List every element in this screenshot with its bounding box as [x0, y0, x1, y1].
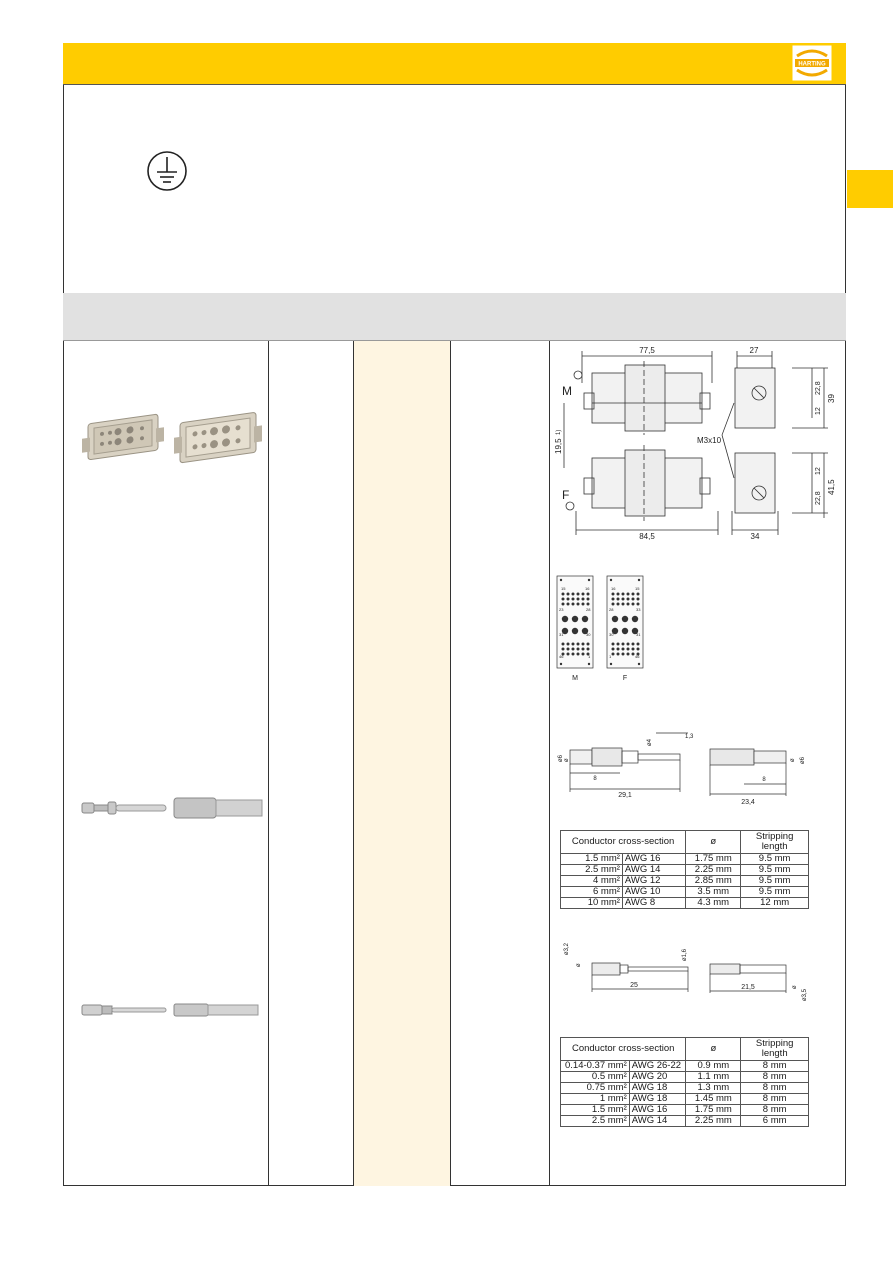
- cell-diameter: 2.25 mm: [686, 1116, 741, 1127]
- table-row: [561, 1061, 809, 1072]
- cell-stripping: 6 mm: [741, 1116, 809, 1127]
- contact-dot: [632, 598, 635, 601]
- column-spacer-a: [268, 341, 354, 1186]
- cell-diameter: 2.85 mm: [686, 876, 741, 887]
- cell-stripping: 9.5 mm: [741, 876, 809, 887]
- c2-length: 23,4: [741, 799, 755, 806]
- header-bar: [63, 43, 846, 85]
- face-m-corner-br: 1: [588, 654, 591, 659]
- c3-diameter: ø: [576, 963, 582, 967]
- cell-awg: AWG 14: [629, 1116, 686, 1127]
- contact-dot: [632, 603, 635, 606]
- contact-dot: [562, 643, 565, 646]
- contact-dot: [627, 598, 630, 601]
- contact-dot: [587, 593, 590, 596]
- protective-earth-icon: [146, 150, 188, 192]
- cell-cross-section: 0.75 mm²: [561, 1083, 630, 1094]
- contact-dot: [572, 593, 575, 596]
- cell-awg: AWG 8: [622, 898, 685, 909]
- cell-stripping: 8 mm: [741, 1083, 809, 1094]
- contact-dot: [627, 593, 630, 596]
- contact-dot: [612, 643, 615, 646]
- contact-dot: [577, 593, 580, 596]
- contact-dot: [582, 616, 588, 622]
- contact-dot: [572, 628, 578, 634]
- contact-dot: [567, 643, 570, 646]
- contact-dot: [612, 653, 615, 656]
- cell-stripping: 9.5 mm: [741, 887, 809, 898]
- c4-diameter: ø: [792, 985, 798, 989]
- c1-diameter: ø4: [647, 738, 653, 746]
- contact-dot: [622, 628, 628, 634]
- label-male: M: [562, 384, 572, 398]
- cell-diameter: 1.1 mm: [686, 1072, 741, 1083]
- contact-dot: [567, 598, 570, 601]
- contact-dot: [567, 653, 570, 656]
- contact-dot: [572, 648, 575, 651]
- header-conductor: Conductor cross-section: [561, 1038, 686, 1061]
- contact-dot: [562, 593, 565, 596]
- table-row: [561, 1105, 809, 1116]
- c1-pin-length: 1,3: [685, 734, 694, 740]
- c4-length: 21,5: [741, 984, 755, 991]
- cell-awg: AWG 16: [629, 1105, 686, 1116]
- c1-length: 29,1: [618, 792, 632, 799]
- face-f-row3-right: 31: [636, 632, 641, 637]
- cell-awg: AWG 16: [622, 854, 685, 865]
- face-m-corner-tl: 15: [561, 586, 566, 591]
- header-diameter: ø: [686, 831, 741, 854]
- contact-dot: [632, 648, 635, 651]
- contact-dot: [612, 616, 618, 622]
- header-diameter: ø: [686, 1038, 741, 1061]
- power-contacts-photo: [80, 795, 265, 819]
- dim-bottom-height-a: 12: [815, 467, 822, 475]
- cell-diameter: 1.75 mm: [686, 1105, 741, 1116]
- cell-awg: AWG 10: [622, 887, 685, 898]
- contact-dot: [587, 643, 590, 646]
- contact-dot: [637, 643, 640, 646]
- dim-top-height-total: 39: [827, 394, 836, 403]
- contact-dot: [572, 603, 575, 606]
- face-m-row3-right: 30: [586, 632, 591, 637]
- face-m-corner-bl: 46: [559, 654, 564, 659]
- dim-depth-top: 27: [749, 346, 759, 355]
- face-m-corner-tr: 16: [585, 586, 590, 591]
- contact-dot: [562, 598, 565, 601]
- cell-cross-section: 1 mm²: [561, 1094, 630, 1105]
- c1-strip-length: 8: [593, 776, 597, 782]
- contact-dot: [582, 598, 585, 601]
- cell-cross-section: 0.14-0.37 mm²: [561, 1061, 630, 1072]
- table-header-row: [561, 831, 809, 854]
- contact-dot: [617, 593, 620, 596]
- contact-dot: [572, 653, 575, 656]
- cell-diameter: 1.45 mm: [686, 1094, 741, 1105]
- table-row: [561, 1116, 809, 1127]
- c3-length: 25: [630, 982, 638, 989]
- section-side-tab: [847, 170, 893, 208]
- dim-top-height-b: 12: [815, 407, 822, 415]
- cell-diameter: 0.9 mm: [686, 1061, 741, 1072]
- dim-offset: 19,5: [554, 438, 563, 454]
- face-f-row3-left: 30: [609, 632, 614, 637]
- face-f-corner-br: 46: [635, 654, 640, 659]
- cell-stripping: 8 mm: [741, 1072, 809, 1083]
- face-f-row2-left: 28: [609, 607, 614, 612]
- contact-dot: [572, 598, 575, 601]
- signal-contacts-photo: [80, 1000, 265, 1020]
- cell-cross-section: 0.5 mm²: [561, 1072, 630, 1083]
- contact-dot: [612, 648, 615, 651]
- face-m-row3-left: 31: [559, 632, 564, 637]
- dim-width-bottom: 84,5: [639, 532, 655, 541]
- contact-dot: [617, 643, 620, 646]
- c4-outer-diameter: ø3,5: [802, 988, 808, 1001]
- cell-diameter: 1.75 mm: [686, 854, 741, 865]
- contact-dot: [617, 653, 620, 656]
- cell-awg: AWG 12: [622, 876, 685, 887]
- c3-outer-diameter: ø3,2: [564, 942, 570, 955]
- header-stripping: Stripping length: [741, 831, 809, 854]
- cell-cross-section: 6 mm²: [561, 887, 623, 898]
- contact-dot: [582, 603, 585, 606]
- logo-text: HARTING: [798, 61, 826, 68]
- c2-diameter-b: ø6: [800, 756, 806, 764]
- cell-stripping: 8 mm: [741, 1061, 809, 1072]
- contact-dot: [617, 598, 620, 601]
- contact-dot: [612, 593, 615, 596]
- contact-dot: [582, 643, 585, 646]
- table-row: [561, 887, 809, 898]
- contact-dot: [572, 616, 578, 622]
- cell-awg: AWG 14: [622, 865, 685, 876]
- face-f-corner-tr: 15: [635, 586, 640, 591]
- signal-contact-drawing: [558, 935, 808, 1007]
- cell-stripping: 8 mm: [741, 1094, 809, 1105]
- c2-strip-length: 8: [762, 777, 766, 783]
- contact-dot: [622, 598, 625, 601]
- contact-dot: [577, 643, 580, 646]
- contact-dot: [637, 593, 640, 596]
- cell-stripping: 12 mm: [741, 898, 809, 909]
- cell-diameter: 4.3 mm: [686, 898, 741, 909]
- contact-dot: [632, 643, 635, 646]
- cell-cross-section: 2.5 mm²: [561, 1116, 630, 1127]
- table-row: [561, 865, 809, 876]
- contact-dot: [582, 653, 585, 656]
- contact-dot: [622, 648, 625, 651]
- header-stripping: Stripping length: [741, 1038, 809, 1061]
- contact-dot: [627, 643, 630, 646]
- c1-diameter-b: ø: [564, 758, 570, 762]
- table-row: [561, 854, 809, 865]
- cell-stripping: 9.5 mm: [741, 865, 809, 876]
- contact-dot: [567, 603, 570, 606]
- cell-awg: AWG 20: [629, 1072, 686, 1083]
- face-label-f: F: [622, 675, 628, 682]
- cell-stripping: 9.5 mm: [741, 854, 809, 865]
- cell-cross-section: 1.5 mm²: [561, 1105, 630, 1116]
- insert-dimension-drawing: [552, 343, 842, 543]
- cell-cross-section: 4 mm²: [561, 876, 623, 887]
- face-f-corner-bl: 1: [609, 654, 612, 659]
- label-female: F: [562, 488, 570, 502]
- table-header-row: [561, 1038, 809, 1061]
- contact-dot: [577, 648, 580, 651]
- signal-contact-table: [560, 1037, 809, 1127]
- face-f-corner-tl: 16: [611, 586, 616, 591]
- dim-top-height-a: 22,8: [815, 381, 822, 395]
- contact-face-drawing: [555, 574, 655, 684]
- dim-bottom-height-b: 22,8: [815, 491, 822, 505]
- table-row: [561, 876, 809, 887]
- c3-pin-diameter: ø1,6: [682, 948, 688, 961]
- contact-dot: [587, 598, 590, 601]
- cell-awg: AWG 18: [629, 1094, 686, 1105]
- contact-dot: [567, 593, 570, 596]
- dim-width-top: 77,5: [639, 346, 655, 355]
- column-highlight: [353, 341, 451, 1186]
- contact-dot: [637, 648, 640, 651]
- contact-dot: [627, 603, 630, 606]
- contact-dot: [632, 593, 635, 596]
- cell-cross-section: 2.5 mm²: [561, 865, 623, 876]
- contact-dot: [637, 603, 640, 606]
- table-row: [561, 1083, 809, 1094]
- cell-diameter: 3.5 mm: [686, 887, 741, 898]
- label-screw: M3x10: [697, 436, 722, 445]
- contact-dot: [562, 616, 568, 622]
- c1-diameter-c: ø6: [558, 754, 564, 762]
- table-header-band: [63, 293, 846, 341]
- dim-bottom-height-total: 41,5: [827, 479, 836, 495]
- contact-dot: [582, 593, 585, 596]
- power-contact-drawing: [558, 728, 808, 806]
- contact-dot: [612, 598, 615, 601]
- contact-dot: [627, 653, 630, 656]
- contact-dot: [617, 603, 620, 606]
- contact-dot: [587, 603, 590, 606]
- face-m-row2-left: 23: [559, 607, 564, 612]
- table-row: [561, 1094, 809, 1105]
- cell-cross-section: 1.5 mm²: [561, 854, 623, 865]
- contact-dot: [567, 648, 570, 651]
- dim-offset-note: 1): [556, 429, 562, 435]
- cell-awg: AWG 18: [629, 1083, 686, 1094]
- contact-dot: [627, 648, 630, 651]
- header-conductor: Conductor cross-section: [561, 831, 686, 854]
- contact-dot: [622, 616, 628, 622]
- dim-depth-bottom: 34: [750, 532, 760, 541]
- connector-inserts-photo: [80, 395, 265, 465]
- contact-dot: [622, 653, 625, 656]
- column-spacer-c: [450, 341, 550, 1186]
- contact-dot: [572, 643, 575, 646]
- face-label-m: M: [572, 675, 578, 682]
- contact-dot: [587, 648, 590, 651]
- contact-dot: [632, 616, 638, 622]
- contact-dot: [582, 648, 585, 651]
- contact-dot: [577, 598, 580, 601]
- contact-dot: [622, 603, 625, 606]
- contact-dot: [622, 593, 625, 596]
- face-f-row2-right: 33: [636, 607, 641, 612]
- contact-dot: [617, 648, 620, 651]
- contact-dot: [637, 598, 640, 601]
- cell-stripping: 8 mm: [741, 1105, 809, 1116]
- contact-dot: [577, 653, 580, 656]
- contact-dot: [562, 603, 565, 606]
- table-row: [561, 898, 809, 909]
- contact-dot: [622, 643, 625, 646]
- contact-dot: [577, 603, 580, 606]
- cell-diameter: 2.25 mm: [686, 865, 741, 876]
- face-m-row2-right: 28: [586, 607, 591, 612]
- power-contact-table: [560, 830, 809, 909]
- contact-dot: [562, 648, 565, 651]
- c2-diameter: ø: [790, 758, 796, 762]
- contact-dot: [612, 603, 615, 606]
- harting-logo: [791, 44, 833, 82]
- cell-cross-section: 10 mm²: [561, 898, 623, 909]
- cell-diameter: 1.3 mm: [686, 1083, 741, 1094]
- cell-awg: AWG 26-22: [629, 1061, 686, 1072]
- table-row: [561, 1072, 809, 1083]
